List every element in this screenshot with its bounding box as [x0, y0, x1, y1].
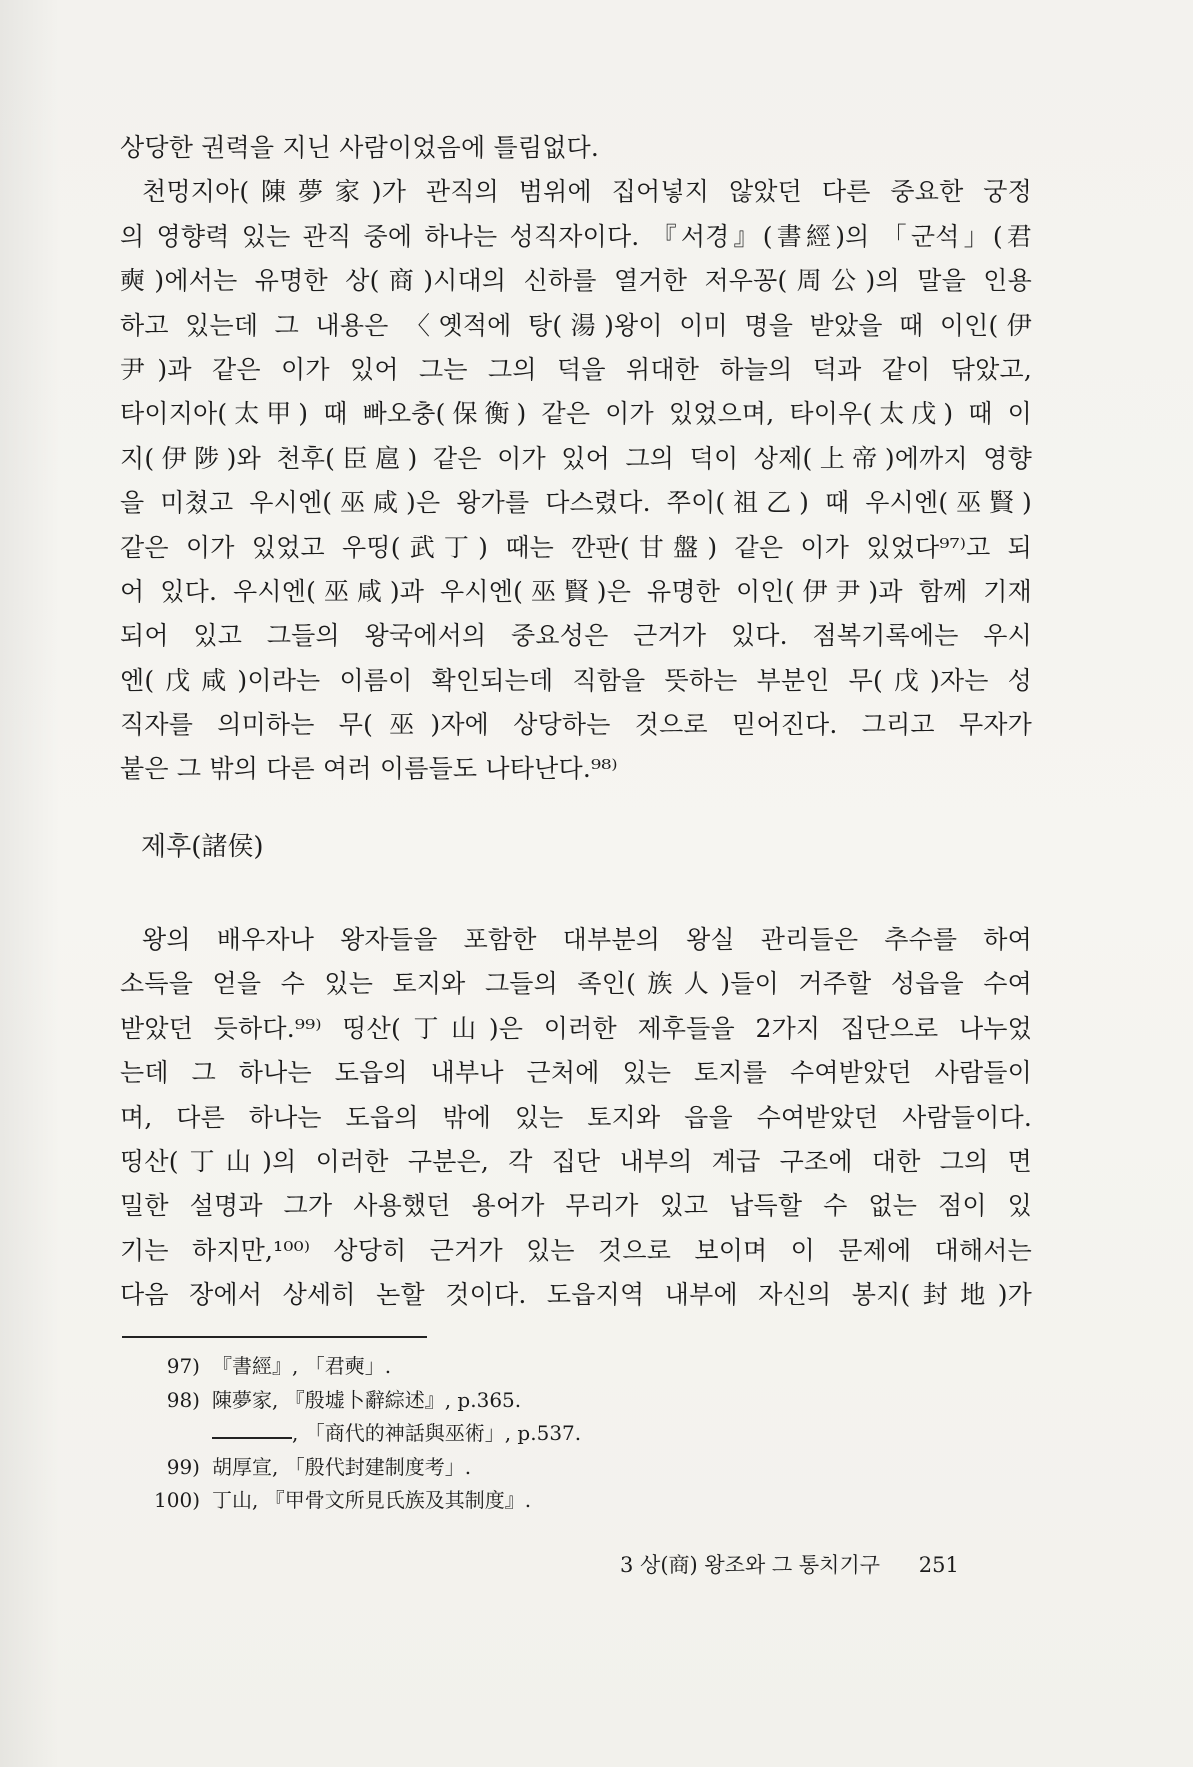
text-line: 는데 그 하나는 도읍의 내부나 근처에 있는 토지를 수여받았던 사람들이 — [120, 1058, 1032, 1088]
footnote-text: 丁山, 『甲骨文所見氏族及其制度』. — [212, 1488, 532, 1513]
footnote-text: 胡厚宣, 「殷代封建制度考」. — [212, 1454, 472, 1479]
running-footer — [620, 1550, 959, 1580]
text-line: 엔(戊咸)이라는 이름이 확인되는데 직함을 뜻하는 부분인 무(戊)자는 성 — [120, 665, 1032, 695]
section-heading: 제후(諸侯) — [141, 832, 264, 862]
footnote-item — [130, 1451, 830, 1485]
footnote-item — [130, 1350, 830, 1384]
text-line: 밀한 설명과 그가 사용했던 용어가 무리가 있고 납득할 수 없는 점이 있 — [120, 1191, 1032, 1221]
section-body-text — [120, 918, 1032, 1318]
text-line: 의 영향력 있는 관직 중에 하나는 성직자이다. 『서경』(書經)의 「군석」(君 — [120, 221, 1032, 251]
text-line: 하고 있는데 그 내용은 〈옛적에 탕(湯)왕이 이미 명을 받았을 때 이인(伊 — [120, 310, 1032, 340]
text-line: 소득을 얻을 수 있는 토지와 그들의 족인(族人)들이 거주할 성읍을 수여 — [120, 969, 1032, 999]
text-line: 상당한 권력을 지닌 사람이었음에 틀림없다. — [120, 133, 600, 162]
text-line: 띵산(丁山)의 이러한 구분은, 각 집단 내부의 계급 구조에 대한 그의 면 — [120, 1146, 1032, 1176]
text-line: 받았던 듯하다.⁹⁹⁾ 띵산(丁山)은 이러한 제후들을 2가지 집단으로 나누었 — [120, 1013, 1032, 1043]
text-line: 을 미쳤고 우시엔(巫咸)은 왕가를 다스렸다. 쭈이(祖乙) 때 우시엔(巫賢) — [120, 488, 1032, 518]
text-line: 되어 있고 그들의 왕국에서의 중요성은 근거가 있다. 점복기록에는 우시 — [120, 621, 1032, 651]
text-line: 같은 이가 있었고 우띵(武丁) 때는 깐판(甘盤) 같은 이가 있었다⁹⁷⁾고 되 — [120, 532, 1032, 562]
text-line: 지(伊陟)와 천후(臣扈) 같은 이가 있어 그의 덕이 상제(上帝)에까지 영향 — [120, 443, 1032, 473]
text-line: 며, 다른 하나는 도읍의 밖에 있는 토지와 읍을 수여받았던 사람들이다. — [120, 1102, 1032, 1132]
text-line: 奭)에서는 유명한 상(商)시대의 신하를 열거한 저우꽁(周公)의 말을 인용 — [120, 266, 1032, 296]
footnote-text: 『書經』, 「君奭」. — [212, 1354, 392, 1378]
footnote-text: , 「商代的神話與巫術」, p.537. — [292, 1421, 582, 1446]
ditto-blank-line — [212, 1417, 292, 1439]
text-line: 직자를 의미하는 무(巫)자에 상당하는 것으로 믿어진다. 그리고 무자가 — [120, 710, 1032, 740]
text-line: 尹)과 같은 이가 있어 그는 그의 덕을 위대한 하늘의 덕과 같이 닦았고, — [120, 354, 1032, 384]
footnote-text: 陳夢家, 『殷墟卜辭綜述』, p.365. — [212, 1387, 522, 1412]
footnote-number: 99) — [166, 1454, 200, 1479]
chapter-title: 3 상(商) 왕조와 그 통치기구 — [620, 1553, 881, 1577]
footnote-number: 100) — [154, 1488, 200, 1513]
text-line: 기는 하지만,¹⁰⁰⁾ 상당히 근거가 있는 것으로 보이며 이 문제에 대해서는 — [120, 1235, 1032, 1265]
text-line: 타이지아(太甲) 때 빠오충(保衡) 같은 이가 있었으며, 타이우(太戊) 때 이 — [120, 399, 1032, 429]
text-line: 천멍지아(陳夢家)가 관직의 범위에 집어넣지 않았던 다른 중요한 궁정 — [142, 177, 1032, 207]
text-line: 왕의 배우자나 왕자들을 포함한 대부분의 왕실 관리들은 추수를 하여 — [142, 925, 1032, 954]
text-line: 다음 장에서 상세히 논할 것이다. 도읍지역 내부에 자신의 봉지(封地)가 — [120, 1280, 1032, 1310]
footnote-item — [130, 1384, 830, 1418]
footnotes — [130, 1350, 830, 1518]
footnote-divider — [122, 1336, 427, 1338]
text-line: 붙은 그 밖의 다른 여러 이름들도 나타난다.⁹⁸⁾ — [120, 754, 618, 784]
footnote-number: 97) — [166, 1354, 200, 1378]
footnote-number: 98) — [166, 1387, 200, 1412]
body-text — [120, 126, 1032, 792]
footnote-item — [130, 1484, 830, 1518]
text-line: 어 있다. 우시엔(巫咸)과 우시엔(巫賢)은 유명한 이인(伊尹)과 함께 기재 — [120, 576, 1032, 606]
footnote-item — [130, 1417, 830, 1451]
page-number: 251 — [918, 1553, 959, 1577]
